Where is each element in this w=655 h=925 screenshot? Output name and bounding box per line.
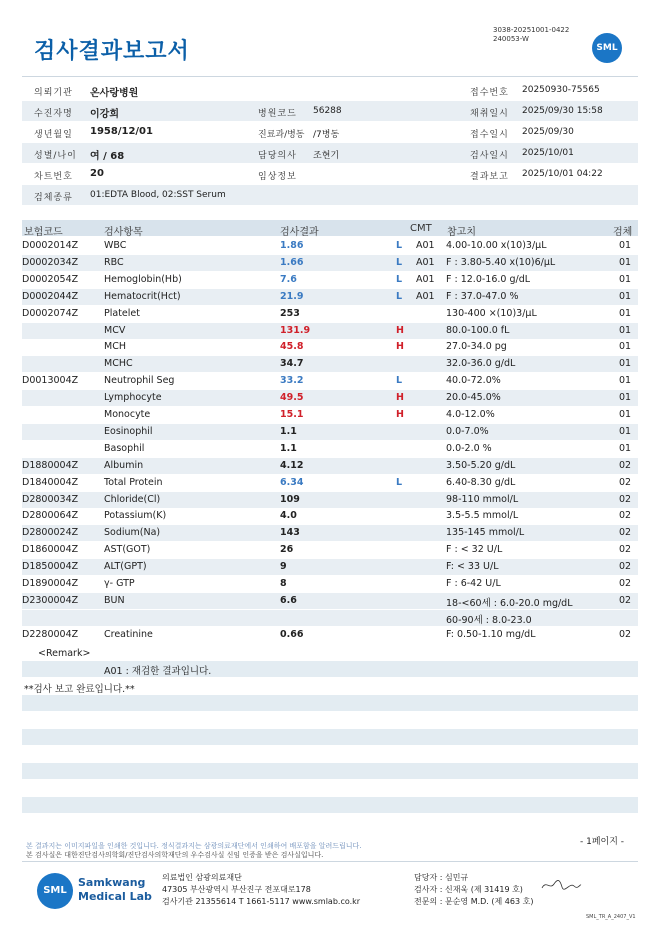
cell-ref: F: < 33 U/L	[446, 561, 499, 573]
cell-ref: 40.0-72.0%	[446, 375, 501, 387]
specimen-label: 검체종류	[34, 193, 73, 203]
cell-ref: 60-90세 : 8.0-23.0	[446, 614, 532, 626]
cell-ref: 80.0-100.0 fL	[446, 324, 510, 336]
table-row	[22, 576, 638, 592]
cell-spec: 02	[619, 476, 632, 488]
cell-code: D1860004Z	[22, 544, 79, 556]
cell-code: D1880004Z	[22, 459, 79, 471]
cell-item: Eosinophil	[104, 425, 153, 437]
table-row	[22, 339, 638, 355]
cell-ref: 4.00-10.00 x(10)3/μL	[446, 240, 547, 251]
staff-manager: 담당자 : 심민규	[414, 873, 469, 882]
footer-org: 의료법인 삼광의료재단	[162, 873, 242, 882]
test-date-value: 2025/10/01	[522, 148, 574, 158]
cell-cmt: A01	[416, 273, 435, 285]
cell-flag: L	[396, 256, 403, 268]
sml-footer-logo: SML	[37, 873, 73, 909]
cell-item: Albumin	[104, 459, 144, 471]
footer-divider	[22, 861, 638, 862]
cell-code: D0002054Z	[22, 273, 79, 285]
cell-code: D2800034Z	[22, 493, 79, 505]
cell-spec: 02	[619, 459, 632, 471]
cell-code: D0013004Z	[22, 375, 79, 387]
report-value: 2025/10/01 04:22	[522, 169, 603, 179]
remark-label: <Remark>	[38, 648, 91, 659]
cell-code: D2280004Z	[22, 628, 79, 640]
cell-ref: 0.0-2.0 %	[446, 442, 492, 454]
cell-ref: 3.50-5.20 g/dL	[446, 459, 516, 471]
cell-item: Neutrophil Seg	[104, 375, 175, 387]
clinical-label: 임상정보	[258, 172, 297, 182]
table-row	[22, 424, 638, 440]
report-label: 결과보고	[470, 172, 509, 182]
cell-spec: 02	[619, 493, 632, 505]
table-row	[22, 356, 638, 372]
table-row	[22, 458, 638, 474]
cell-item: Creatinine	[104, 628, 153, 640]
cell-result: 26	[280, 544, 294, 556]
cell-spec: 01	[619, 409, 632, 420]
cell-spec: 01	[619, 442, 632, 454]
receipt-no-label: 접수번호	[470, 88, 509, 98]
cell-result: 7.6	[280, 273, 297, 285]
cell-result: 8	[280, 578, 287, 589]
cell-item: γ- GTP	[104, 578, 135, 589]
blank-stripe	[22, 797, 638, 813]
cell-result: 4.0	[280, 510, 297, 522]
footer-notice-2: 본 검사실은 대한진단검사의학회/진단검사의학재단의 우수검사실 신임 인증을 받은 검사실입니다.	[26, 851, 324, 859]
table-row	[22, 272, 638, 288]
cell-spec: 01	[619, 307, 632, 319]
cell-item: MCV	[104, 324, 126, 336]
cell-ref: 6.40-8.30 g/dL	[446, 476, 516, 488]
brand-line-1: Samkwang	[78, 876, 146, 889]
table-row	[22, 289, 638, 305]
cell-item: Hematocrit(Hct)	[104, 290, 181, 302]
cell-ref: F : 37.0-47.0 %	[446, 290, 519, 302]
receipt-date-value: 2025/09/30	[522, 127, 574, 137]
cell-code: D1840004Z	[22, 476, 79, 488]
cell-spec: 02	[619, 510, 632, 522]
table-row	[22, 306, 638, 322]
cell-result: 15.1	[280, 409, 304, 420]
cell-ref: 20.0-45.0%	[446, 392, 501, 404]
cell-ref: 18-<60세 : 6.0-20.0 mg/dL	[446, 597, 573, 609]
col-ref-header: 참고치	[447, 227, 476, 238]
table-row	[22, 475, 638, 491]
cell-spec: 02	[619, 544, 632, 556]
results-table-header	[22, 220, 638, 236]
cell-ref: F : 12.0-16.0 g/dL	[446, 273, 531, 285]
cell-result: 9	[280, 561, 287, 573]
cell-spec: 01	[619, 358, 632, 370]
hosp-code-label: 병원코드	[258, 109, 297, 119]
cell-spec: 01	[619, 341, 632, 353]
cell-item: Potassium(K)	[104, 510, 167, 522]
hospital-label: 의뢰기관	[34, 88, 73, 98]
table-row	[22, 255, 638, 271]
cell-item: MCHC	[104, 358, 133, 370]
col-spec-header: 검체	[613, 227, 633, 238]
cell-flag: H	[396, 409, 404, 420]
cell-spec: 01	[619, 290, 632, 302]
cell-ref: 130-400 ×(10)3/μL	[446, 307, 537, 319]
sml-logo: SML	[592, 33, 622, 63]
cell-item: Hemoglobin(Hb)	[104, 273, 182, 285]
blank-stripe	[22, 695, 638, 711]
cell-code: D1850004Z	[22, 561, 79, 573]
cell-code: D2800024Z	[22, 527, 79, 539]
cell-item: Chloride(Cl)	[104, 493, 161, 505]
dob-value: 1958/12/01	[90, 126, 153, 137]
cell-spec: 02	[619, 578, 632, 589]
cell-result: 1.1	[280, 442, 297, 454]
remark-text: A01 : 재검한 결과입니다.	[104, 666, 212, 677]
cell-item: Monocyte	[104, 409, 151, 420]
chart-label: 차트번호	[34, 172, 73, 182]
remark-row	[22, 661, 638, 677]
hosp-code-value: 56288	[313, 106, 342, 116]
cell-item: Total Protein	[104, 476, 163, 488]
form-code: SML_TR_A_2407_V1	[586, 914, 636, 920]
table-row	[22, 627, 638, 643]
cell-code: D0002074Z	[22, 307, 79, 319]
table-row	[22, 593, 638, 609]
blank-stripe	[22, 729, 638, 745]
table-row	[22, 610, 638, 626]
col-result-header: 검사결과	[280, 227, 319, 238]
cell-ref: 27.0-34.0 pg	[446, 341, 507, 353]
cell-code: D1890004Z	[22, 578, 79, 589]
test-date-label: 검사일시	[470, 151, 509, 161]
table-row	[22, 390, 638, 406]
dob-label: 생년월일	[34, 130, 73, 140]
cell-ref: 4.0-12.0%	[446, 409, 495, 420]
cell-cmt: A01	[416, 290, 435, 302]
col-item-header: 검사항목	[104, 227, 143, 238]
cell-result: 45.8	[280, 341, 304, 353]
cell-spec: 01	[619, 240, 632, 251]
doctor-label: 담당의사	[258, 151, 297, 161]
sex-label: 성별/나이	[34, 151, 77, 161]
doctor-value: 조현기	[313, 151, 340, 161]
info-row-5	[22, 164, 638, 184]
table-row	[22, 492, 638, 508]
collect-value: 2025/09/30 15:58	[522, 106, 603, 116]
footer-brand	[78, 876, 152, 904]
cell-spec: 02	[619, 594, 632, 606]
cell-item: Lymphocyte	[104, 392, 162, 404]
cell-ref: 98-110 mmol/L	[446, 493, 519, 505]
cell-ref: 3.5-5.5 mmol/L	[446, 510, 519, 522]
cell-flag: H	[396, 392, 404, 404]
cell-flag: L	[396, 290, 403, 302]
cell-spec: 01	[619, 375, 632, 387]
page-title: 검사결과보고서	[34, 39, 190, 64]
cell-result: 34.7	[280, 358, 304, 370]
cell-ref: 32.0-36.0 g/dL	[446, 358, 516, 370]
cell-spec: 02	[619, 527, 632, 539]
cell-cmt: A01	[416, 240, 435, 251]
cell-flag: L	[396, 273, 403, 285]
cell-item: AST(GOT)	[104, 544, 151, 556]
table-row	[22, 407, 638, 423]
dept-value: /7병동	[313, 130, 340, 140]
cell-code: D0002014Z	[22, 240, 79, 251]
cell-ref: 0.0-7.0%	[446, 425, 489, 437]
cell-cmt: A01	[416, 256, 435, 268]
cell-item: MCH	[104, 341, 126, 353]
cell-flag: H	[396, 341, 404, 353]
cell-spec: 01	[619, 273, 632, 285]
cell-code: D2300004Z	[22, 594, 79, 606]
table-row	[22, 373, 638, 389]
footer-address: 47305 부산광역시 부산진구 전포대로178	[162, 885, 311, 894]
cell-code: D0002034Z	[22, 256, 79, 268]
cell-result: 1.66	[280, 256, 304, 268]
document-id-line1: 3038-20251001-0422	[493, 26, 570, 34]
table-row	[22, 525, 638, 541]
table-row	[22, 323, 638, 339]
col-code-header: 보험코드	[24, 227, 63, 238]
table-row	[22, 508, 638, 524]
info-row-6	[22, 185, 638, 205]
cell-result: 6.6	[280, 594, 297, 606]
cell-item: RBC	[104, 256, 124, 268]
sex-value: 여 / 68	[90, 151, 125, 162]
cell-code: D0002044Z	[22, 290, 79, 302]
cell-result: 1.1	[280, 425, 297, 437]
cell-result: 49.5	[280, 392, 304, 404]
signature-image	[540, 878, 582, 892]
cell-item: BUN	[104, 594, 125, 606]
cell-flag: L	[396, 375, 403, 387]
receipt-date-label: 접수일시	[470, 130, 509, 140]
cell-ref: F: 0.50-1.10 mg/dL	[446, 628, 536, 640]
col-cmt-header: CMT	[410, 223, 432, 234]
patient-value: 이강희	[90, 109, 119, 120]
info-row-2	[22, 101, 638, 121]
report-complete-text: **검사 보고 완료입니다.**	[24, 684, 135, 695]
receipt-no-value: 20250930-75565	[522, 85, 600, 95]
cell-item: Platelet	[104, 307, 140, 319]
cell-ref: F : < 32 U/L	[446, 544, 503, 556]
cell-result: 1.86	[280, 240, 304, 251]
cell-result: 109	[280, 493, 300, 505]
cell-spec: 01	[619, 392, 632, 404]
cell-flag: L	[396, 476, 403, 488]
cell-result: 143	[280, 527, 300, 539]
staff-tester: 검사자 : 신재욱 (제 31419 호)	[414, 885, 523, 894]
cell-spec: 01	[619, 324, 632, 336]
hospital-value: 온사랑병원	[90, 88, 139, 99]
info-row-3	[22, 122, 638, 142]
chart-value: 20	[90, 168, 104, 179]
cell-ref: 135-145 mmol/L	[446, 527, 525, 539]
cell-result: 4.12	[280, 459, 304, 471]
cell-flag: L	[396, 240, 403, 251]
cell-flag: H	[396, 324, 404, 336]
cell-result: 0.66	[280, 628, 304, 640]
table-row	[22, 542, 638, 558]
cell-item: Basophil	[104, 442, 145, 454]
cell-result: 21.9	[280, 290, 304, 302]
cell-result: 6.34	[280, 476, 304, 488]
dept-label: 진료과/병동	[258, 130, 305, 140]
cell-result: 131.9	[280, 324, 311, 336]
table-row	[22, 441, 638, 457]
footer-notice-1: 본 결과지는 이미지파일을 인쇄한 것입니다. 정식결과지는 삼광의료재단에서 인쇄하여 배포함을 알려드립니다.	[26, 842, 362, 850]
table-row	[22, 559, 638, 575]
footer-contact: 검사기관 21355614 T 1661-5117 www.smlab.co.kr	[162, 897, 361, 906]
cell-item: ALT(GPT)	[104, 561, 147, 573]
staff-specialist: 전문의 : 문순영 M.D. (제 463 호)	[414, 897, 534, 906]
collect-label: 채취일시	[470, 109, 509, 119]
patient-label: 수진자명	[34, 109, 73, 119]
cell-spec: 01	[619, 256, 632, 268]
cell-code: D2800064Z	[22, 510, 79, 522]
cell-item: Sodium(Na)	[104, 527, 161, 539]
document-id	[493, 26, 569, 44]
cell-spec: 01	[619, 425, 632, 437]
page-number: - 1페이지 -	[580, 837, 625, 847]
cell-spec: 02	[619, 628, 632, 640]
header-divider	[22, 76, 638, 77]
blank-stripe	[22, 763, 638, 779]
table-row	[22, 238, 638, 254]
cell-ref: F : 3.80-5.40 x(10)6/μL	[446, 256, 556, 268]
info-row-4	[22, 143, 638, 163]
info-row-1	[22, 80, 638, 100]
brand-line-2: Medical Lab	[78, 890, 152, 903]
document-id-line2: 240053-W	[493, 35, 529, 43]
specimen-value: 01:EDTA Blood, 02:SST Serum	[90, 190, 226, 200]
cell-result: 33.2	[280, 375, 304, 387]
cell-spec: 02	[619, 561, 632, 573]
cell-ref: F : 6-42 U/L	[446, 578, 501, 589]
cell-result: 253	[280, 307, 300, 319]
cell-item: WBC	[104, 240, 127, 251]
